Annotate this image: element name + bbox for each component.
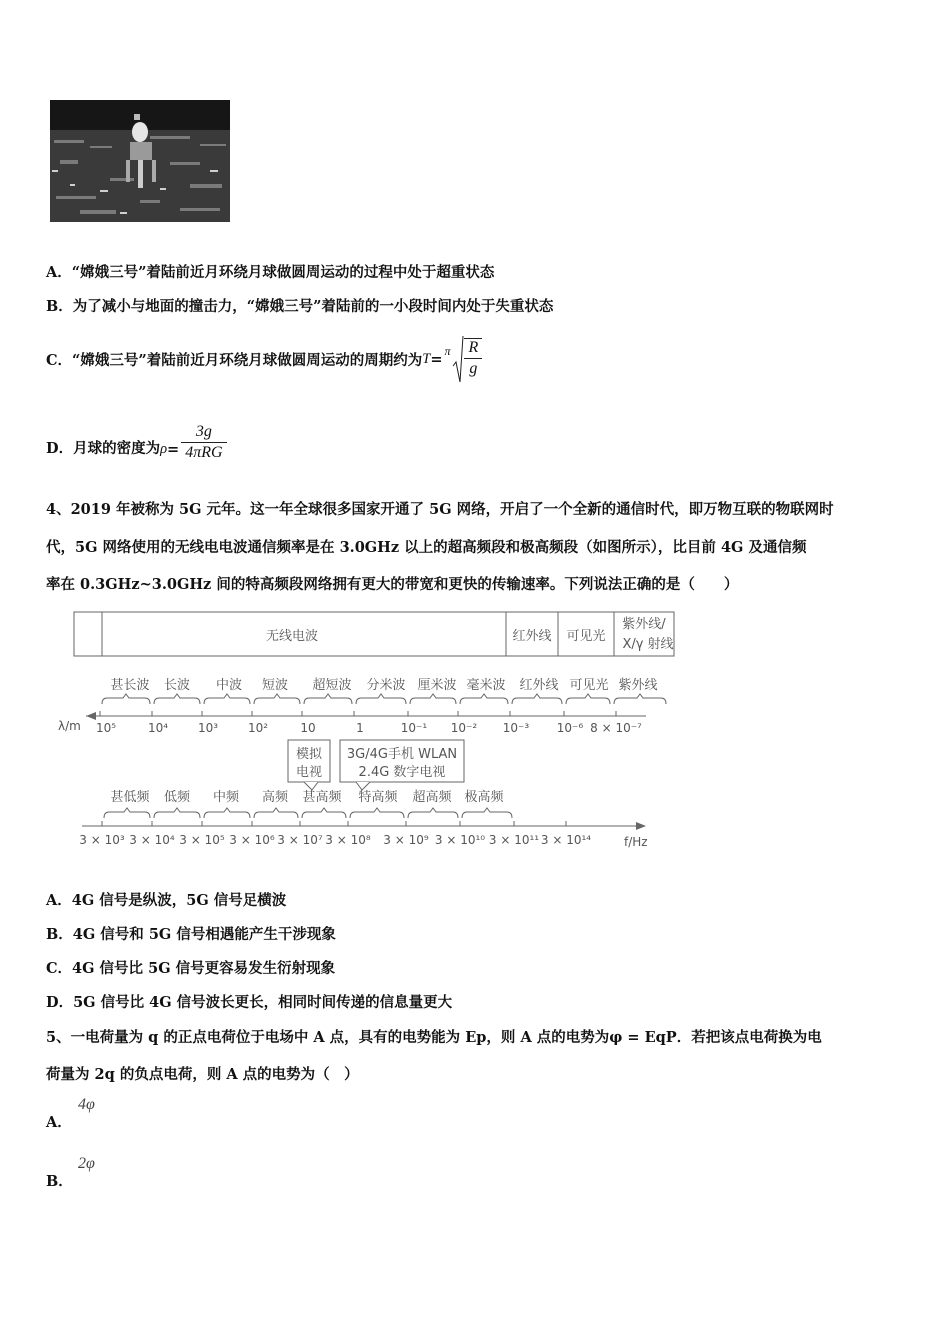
wave-name-label: 短波 bbox=[261, 678, 289, 693]
band-label: 红外线 bbox=[512, 629, 552, 644]
wavelength-tick-label: 10⁴ bbox=[147, 721, 169, 735]
freq-name-label: 中频 bbox=[212, 790, 240, 805]
wavelength-tick-label: 10² bbox=[247, 721, 269, 735]
freq-band-brace bbox=[104, 808, 150, 818]
wave-name-label: 厘米波 bbox=[417, 678, 457, 693]
frequency-tick-label: 3 × 10¹¹ bbox=[488, 833, 540, 847]
wave-name-label: 分米波 bbox=[366, 678, 406, 693]
wave-name-label: 长波 bbox=[163, 678, 191, 693]
callout-tv-label: 电视 bbox=[295, 765, 323, 780]
wavelength-tick-label: 10⁻⁶ bbox=[556, 721, 584, 735]
freq-name-label: 特高频 bbox=[358, 790, 398, 805]
frequency-tick-label: 3 × 10¹⁰ bbox=[434, 833, 486, 847]
callout-mobile-label: 3G/4G手机 WLAN bbox=[346, 747, 458, 762]
freq-band-brace bbox=[350, 808, 404, 818]
wave-band-brace bbox=[102, 694, 150, 704]
freq-band-brace bbox=[462, 808, 512, 818]
q4-stem-line-2: 代，5G 网络使用的无线电电波通信频率是在 3.0GHz 以上的超高频段和极高频段（如图所示），比目前 4G 及通信频 bbox=[46, 539, 807, 556]
wave-band-brace bbox=[154, 694, 200, 704]
wavelength-tick-label: 8 × 10⁻⁷ bbox=[590, 721, 642, 735]
freq-band-brace bbox=[204, 808, 250, 818]
wavelength-tick-label: 10⁻² bbox=[450, 721, 478, 735]
frequency-tick-label: 3 × 10⁴ bbox=[129, 833, 175, 847]
q3-option-b: B．为了减小与地面的撞击力，“嫦娥三号”着陆前的一小段时间内处于失重状态 bbox=[46, 298, 554, 315]
frequency-tick-label: 3 × 10⁸ bbox=[325, 833, 371, 847]
frequency-tick-label: 3 × 10⁶ bbox=[229, 833, 275, 847]
wave-band-brace bbox=[566, 694, 610, 704]
wave-band-brace bbox=[254, 694, 300, 704]
wave-name-label: 甚长波 bbox=[110, 678, 150, 693]
q3-option-c-text: C．“嫦娥三号”着陆前近月环绕月球做圆周运动的周期约为 bbox=[46, 351, 423, 369]
period-symbol: T bbox=[422, 350, 431, 367]
frequency-axis-label: f/Hz bbox=[624, 835, 648, 849]
wave-band-brace bbox=[512, 694, 562, 704]
freq-band-brace bbox=[154, 808, 200, 818]
density-symbol: ρ bbox=[160, 441, 168, 457]
wavelength-tick-label: 10⁻³ bbox=[502, 721, 530, 735]
equals-sign: = bbox=[167, 441, 180, 458]
freq-name-label: 极高频 bbox=[464, 790, 504, 805]
q3-option-c bbox=[46, 333, 482, 385]
frequency-tick-label: 3 × 10⁵ bbox=[179, 833, 225, 847]
q3-option-d-text: D．月球的密度为 bbox=[46, 440, 161, 457]
wave-name-label: 超短波 bbox=[312, 678, 352, 693]
freq-name-label: 高频 bbox=[261, 790, 289, 805]
band-label: X/γ 射线 bbox=[622, 637, 674, 652]
q4-stem-line-1: 4、2019 年被称为 5G 元年。这一年全球很多国家开通了 5G 网络，开启了一个全新的通信时代，即万物互联的物联网时 bbox=[46, 501, 834, 518]
q5-stem-line-1: 5、一电荷量为 q 的正点电荷位于电场中 A 点，具有的电势能为 Ep，则 A 点的电势为φ = EqP．若把该点电荷换为电 bbox=[46, 1029, 822, 1046]
lunar-surface-image bbox=[50, 100, 230, 222]
band-label: 无线电波 bbox=[265, 629, 319, 644]
frequency-tick-label: 3 × 10⁹ bbox=[383, 833, 429, 847]
callout-mobile-pointer bbox=[356, 782, 370, 790]
wave-band-brace bbox=[460, 694, 508, 704]
wavelength-tick-label: 1 bbox=[356, 721, 364, 735]
freq-name-label: 超高频 bbox=[412, 790, 452, 805]
wave-name-label: 中波 bbox=[215, 678, 243, 693]
sqrt-expression bbox=[452, 334, 482, 384]
wavelength-tick-label: 10⁵ bbox=[95, 721, 117, 735]
wave-name-label: 紫外线 bbox=[618, 678, 658, 693]
q4-option-d: D．5G 信号比 4G 信号波长更长，相同时间传递的信息量更大 bbox=[46, 994, 453, 1011]
callout-tv-pointer bbox=[304, 782, 318, 790]
freq-name-label: 甚高频 bbox=[302, 790, 342, 805]
pi-symbol: π bbox=[444, 343, 451, 358]
frequency-tick-label: 3 × 10⁷ bbox=[277, 833, 323, 847]
freq-name-label: 低频 bbox=[163, 790, 191, 805]
wavelength-tick-label: 10³ bbox=[197, 721, 219, 735]
wave-band-brace bbox=[304, 694, 352, 704]
wave-band-brace bbox=[614, 694, 666, 704]
equals-sign: = bbox=[430, 350, 443, 368]
wavelength-tick-label: 10 bbox=[300, 721, 316, 735]
frequency-tick-label: 3 × 10¹⁴ bbox=[540, 833, 592, 847]
q3-option-a: A．“嫦娥三号”着陆前近月环绕月球做圆周运动的过程中处于超重状态 bbox=[46, 264, 495, 281]
wavelength-axis-arrow bbox=[86, 712, 96, 720]
em-spectrum-figure bbox=[56, 608, 676, 858]
lunar-lander-photo bbox=[50, 100, 230, 222]
wavelength-tick-label: 10⁻¹ bbox=[400, 721, 428, 735]
q3-option-d bbox=[46, 408, 227, 462]
q4-option-c: C．4G 信号比 5G 信号更容易发生衍射现象 bbox=[46, 960, 336, 977]
q5-stem-line-2: 荷量为 2q 的负点电荷，则 A 点的电势为（ ） bbox=[46, 1066, 359, 1083]
wave-band-brace bbox=[356, 694, 406, 704]
radical-sign-icon bbox=[452, 334, 464, 384]
q5-option-b-expr: 2φ bbox=[78, 1155, 95, 1172]
fraction-numerator: R bbox=[464, 339, 482, 359]
q4-option-a: A．4G 信号是纵波，5G 信号足横波 bbox=[46, 892, 287, 909]
wave-band-brace bbox=[204, 694, 250, 704]
callout-mobile-label: 2.4G 数字电视 bbox=[358, 765, 446, 780]
freq-name-label: 甚低频 bbox=[110, 790, 150, 805]
callout-tv-label: 模拟 bbox=[295, 747, 323, 762]
frequency-tick-label: 3 × 10³ bbox=[79, 833, 125, 847]
freq-band-brace bbox=[408, 808, 458, 818]
fraction-denominator: g bbox=[469, 359, 478, 377]
fraction-denominator: 4πRG bbox=[185, 444, 223, 461]
q5-option-a-expr: 4φ bbox=[78, 1096, 95, 1113]
wave-band-brace bbox=[410, 694, 456, 704]
band-label: 紫外线/ bbox=[622, 617, 666, 632]
q4-option-b: B．4G 信号和 5G 信号相遇能产生干涉现象 bbox=[46, 926, 336, 943]
q4-stem-line-3: 率在 0.3GHz~3.0GHz 间的特高频段网络拥有更大的带宽和更快的传输速率。下列说法正确的是（ ） bbox=[46, 576, 739, 593]
wave-name-label: 毫米波 bbox=[466, 678, 506, 693]
wave-name-label: 可见光 bbox=[569, 678, 609, 693]
wavelength-axis-label: λ/m bbox=[58, 719, 81, 733]
wave-name-label: 红外线 bbox=[519, 678, 559, 693]
fraction-numerator: 3g bbox=[181, 423, 226, 443]
band-label: 可见光 bbox=[566, 629, 606, 644]
freq-band-brace bbox=[254, 808, 298, 818]
frequency-axis-arrow bbox=[636, 822, 646, 830]
em-spectrum-diagram bbox=[56, 608, 676, 858]
sqrt-fraction bbox=[464, 338, 482, 378]
density-fraction bbox=[181, 423, 226, 462]
q5-option-b-label: B． bbox=[46, 1173, 73, 1190]
q5-option-a-label: A． bbox=[46, 1114, 72, 1131]
freq-band-brace bbox=[302, 808, 346, 818]
